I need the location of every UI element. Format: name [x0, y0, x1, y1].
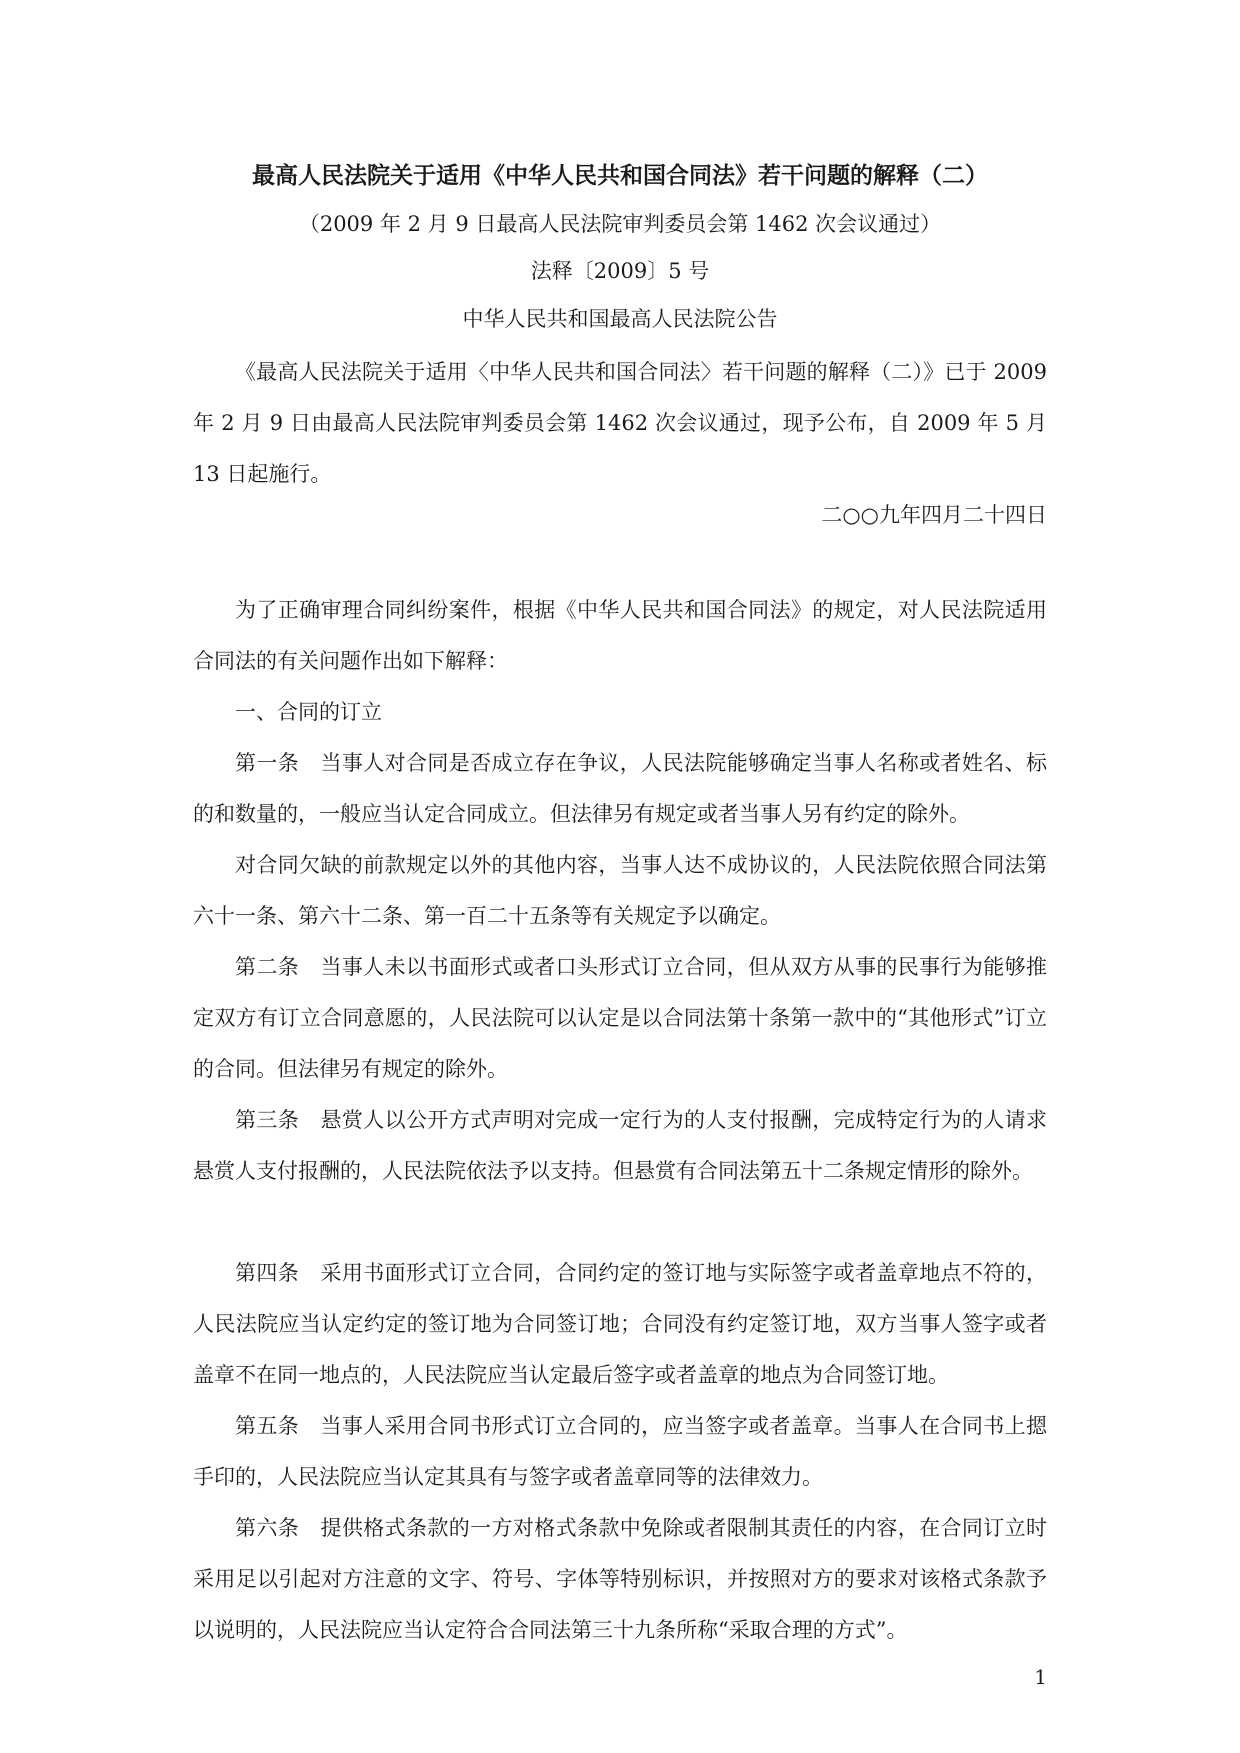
- article-1: 第一条 当事人对合同是否成立存在争议，人民法院能够确定当事人名称或者姓名、标的和数量的，一般应当认定合同成立。但法律另有规定或者当事人另有约定的除外。: [193, 751, 1047, 826]
- article-5: 第五条 当事人采用合同书形式订立合同的，应当签字或者盖章。当事人在合同书上摁手印的，人民法院应当认定其具有与签字或者盖章同等的法律效力。: [193, 1414, 1047, 1489]
- article-3: 第三条 悬赏人以公开方式声明对完成一定行为的人支付报酬，完成特定行为的人请求悬赏人支付报酬的，人民法院依法予以支持。但悬赏有合同法第五十二条规定情形的除外。: [193, 1108, 1047, 1183]
- section-heading: 一、合同的订立: [235, 700, 382, 724]
- article-2: 第二条 当事人未以书面形式或者口头形式订立合同，但从双方从事的民事行为能够推定双方有订立合同意愿的，人民法院可以认定是以合同法第十条第一款中的“其他形式”订立的合同。但法律另有规定的除外。: [193, 955, 1047, 1081]
- article-4: 第四条 采用书面形式订立合同，合同约定的签订地与实际签字或者盖章地点不符的，人民法院应当认定约定的签订地为合同签订地；合同没有约定签订地，双方当事人签字或者盖章不在同一地点的，人民法院应当认定最后签字或者盖章的地点为合同签订地。: [193, 1261, 1047, 1387]
- meeting-note: （2009 年 2 月 9 日最高人民法院审判委员会第 1462 次会议通过）: [298, 212, 942, 236]
- announcement-body: 《最高人民法院关于适用〈中华人民共和国合同法〉若干问题的解释（二）》已于 2009 年 2 月 9 日由最高人民法院审判委员会第 1462 次会议通过，现予公布，自 2009 年 5 月 13 日起施行。: [193, 360, 1047, 486]
- article-6: 第六条 提供格式条款的一方对格式条款中免除或者限制其责任的内容，在合同订立时采用足以引起对方注意的文字、符号、字体等特别标识，并按照对方的要求对该格式条款予以说明的，人民法院应当认定符合合同法第三十九条所称“采取合理的方式”。: [193, 1516, 1047, 1642]
- article-1-para-2: 对合同欠缺的前款规定以外的其他内容，当事人达不成协议的，人民法院依照合同法第六十一条、第六十二条、第一百二十五条等有关规定予以确定。: [193, 853, 1047, 928]
- page-number: 1: [1034, 1665, 1047, 1689]
- document-number: 法释〔2009〕5 号: [530, 259, 710, 283]
- preamble-paragraph: 为了正确审理合同纠纷案件，根据《中华人民共和国合同法》的规定，对人民法院适用合同法的有关问题作出如下解释：: [193, 598, 1047, 673]
- announcement-date: 二○○九年四月二十四日: [821, 503, 1047, 527]
- announcement-header: 中华人民共和国最高人民法院公告: [462, 307, 778, 331]
- document-title: 最高人民法院关于适用《中华人民共和国合同法》若干问题的解释（二）: [252, 163, 988, 189]
